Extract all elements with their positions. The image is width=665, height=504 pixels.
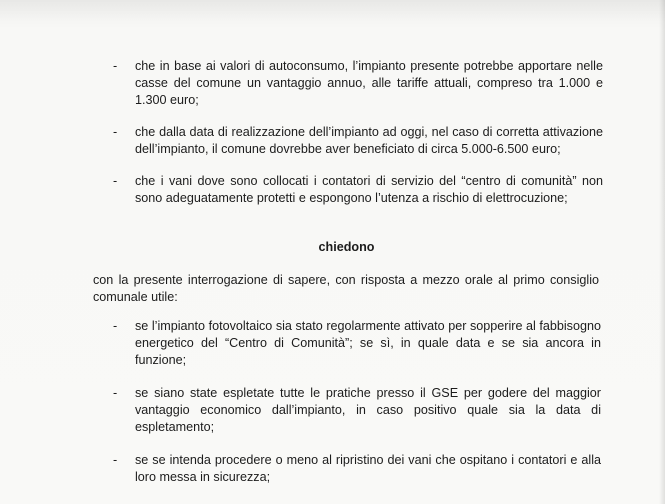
dash-bullet: -: [113, 125, 118, 139]
section-heading: chiedono: [318, 240, 375, 254]
dash-bullet: -: [113, 386, 118, 400]
list-item-text: che i vani dove sono collocati i contatori di servizio del “centro di comunità” non sono adeguatamente protetti e espongono l’utenza a rischio di elettrocuzione;: [135, 174, 603, 205]
list-item-text: se siano state espletate tutte le pratiche presso il GSE per godere del maggior vantaggio economico dall’impianto, in caso positivo quale sia la data di espletamento;: [135, 386, 601, 434]
list-item-text: se l’impianto fotovoltaico sia stato regolarmente attivato per sopperire al fabbisogno energetico del “Centro di Comunità”; se sì, in quale data e se sia ancora in funzione;: [135, 319, 601, 367]
dash-bullet: -: [113, 174, 118, 188]
premises-list: [113, 58, 603, 222]
dash-bullet: -: [113, 453, 118, 467]
list-item: [113, 58, 603, 109]
requests-list: [113, 318, 601, 502]
list-item: [113, 318, 601, 369]
intro-paragraph: con la presente interrogazione di sapere, con risposta a mezzo orale al primo consiglio comunale utile:: [93, 273, 599, 304]
scan-shadow: [0, 0, 665, 22]
list-item: [113, 173, 603, 207]
list-item: [113, 385, 601, 436]
dash-bullet: -: [113, 319, 118, 333]
list-item: [113, 452, 601, 486]
list-item-text: che dalla data di realizzazione dell’impianto ad oggi, nel caso di corretta attivazione dell’impianto, il comune dovrebbe aver beneficiato di circa 5.000-6.500 euro;: [135, 125, 603, 156]
list-item-text: che in base ai valori di autoconsumo, l’impianto presente potrebbe apportare nelle casse del comune un vantaggio annuo, alle tariffe attuali, compreso tra 1.000 e 1.300 euro;: [135, 59, 603, 107]
list-item-text: se se intenda procedere o meno al ripristino dei vani che ospitano i contatori e alla loro messa in sicurezza;: [135, 453, 601, 484]
list-item: [113, 124, 603, 158]
dash-bullet: -: [113, 59, 118, 73]
